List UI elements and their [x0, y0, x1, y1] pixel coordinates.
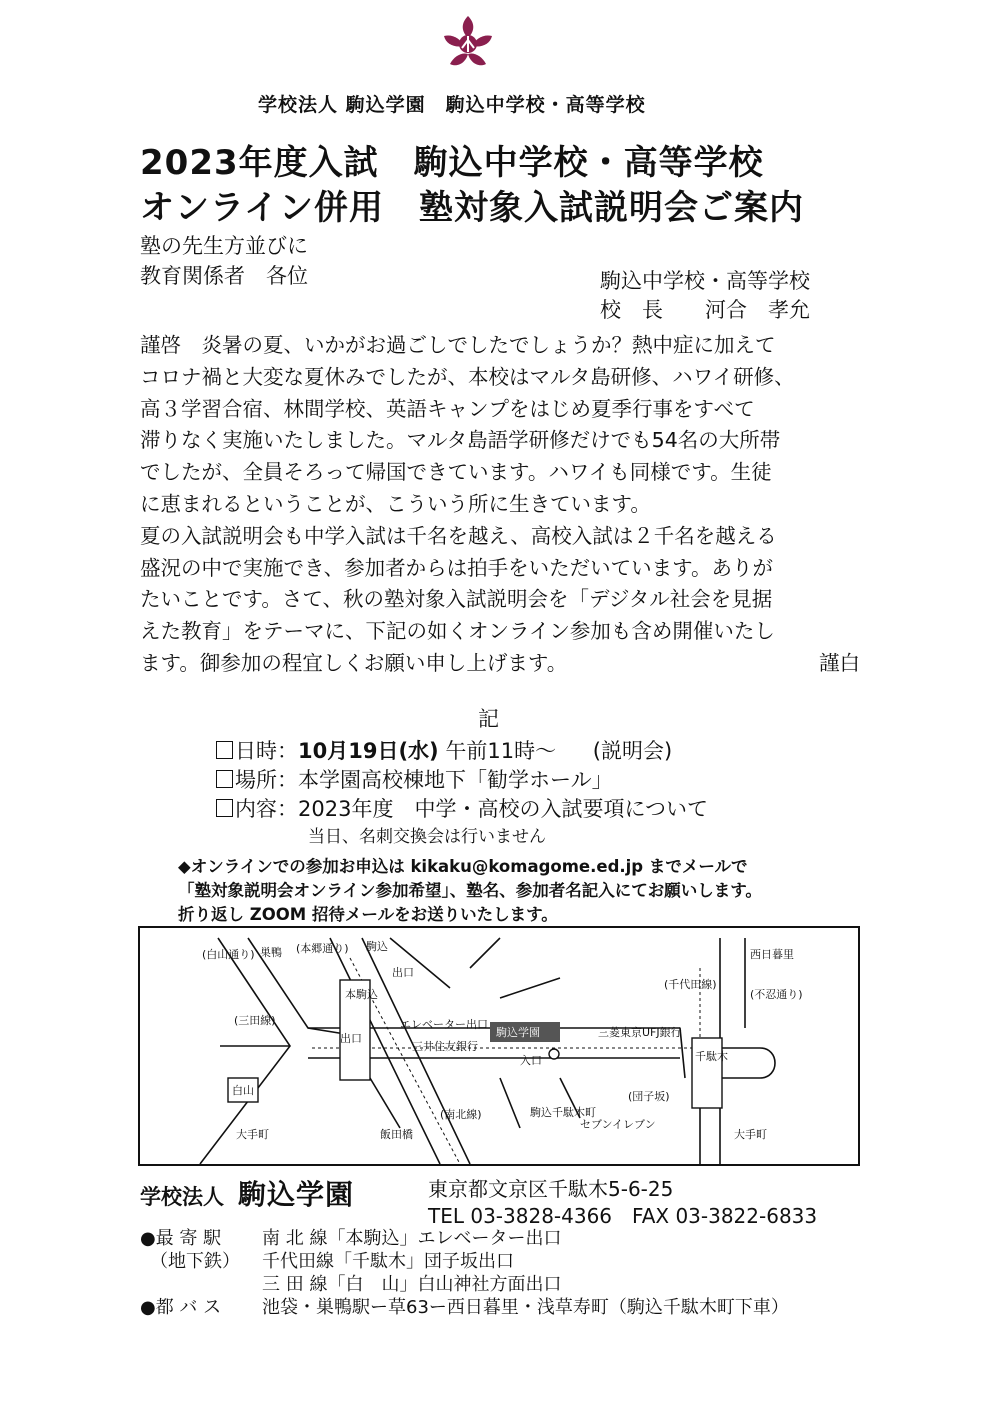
title-line-1: 2023年度入試 駒込中学校・高等学校 — [140, 143, 764, 183]
online-line-3: 折り返し ZOOM 招待メールをお送りいたします。 — [178, 905, 558, 924]
sender-principal: 校 長 河合 孝允 — [600, 298, 810, 322]
title-line-2: オンライン併用 塾対象入試説明会ご案内 — [140, 188, 804, 228]
content-value: 2023年度 中学・高校の入試要項について — [298, 797, 709, 821]
closing-word: 謹白 — [819, 650, 860, 675]
ki-heading: 記 — [478, 707, 499, 731]
map-label: (三田線) — [234, 1014, 276, 1027]
bus-route: 池袋・巣鴨駅ー草63ー西日暮里・浅草寿町（駒込千駄木町下車） — [262, 1297, 789, 1318]
map-label: 巣鴨 — [260, 946, 282, 959]
sender-school: 駒込中学校・高等学校 — [600, 269, 810, 293]
online-line-1: ◆オンラインでの参加お申込は kikaku@komagome.ed.jp までメールで — [178, 857, 748, 876]
body-line: 盛況の中で実施でき、参加者からは拍手をいただいています。ありが — [140, 555, 774, 580]
map-label: 三井住友銀行 — [412, 1040, 478, 1053]
map-label: (本郷通り) — [296, 942, 349, 955]
map-label: 入口 — [520, 1054, 542, 1067]
checkbox-square-icon — [216, 799, 233, 817]
map-label: 大手町 — [236, 1128, 269, 1141]
map-label: 駒込千駄木町 — [530, 1106, 596, 1119]
map-label: (南北線) — [440, 1108, 482, 1121]
checkbox-square-icon — [216, 770, 233, 788]
map-label: (不忍通り) — [750, 988, 803, 1001]
detail-place — [216, 764, 613, 794]
map-label: (団子坂) — [628, 1090, 670, 1103]
body-line: 夏の入試説明会も中学入試は千名を越え、高校入試は２千名を越える — [140, 523, 777, 548]
footer-address: 東京都文京区千駄木5-6-25 — [428, 1177, 674, 1201]
footer-name: 駒込学園 — [238, 1178, 355, 1211]
body-line: 滞りなく実施いたしました。マルタ島語学研修だけでも54名の大所帯 — [140, 428, 781, 453]
map-label: エレベーター出口 — [400, 1018, 488, 1031]
map-label: 本駒込 — [345, 988, 378, 1001]
footer-tel-fax: TEL 03-3828-4366 FAX 03-3822-6833 — [428, 1204, 818, 1228]
checkbox-square-icon — [216, 741, 233, 759]
station-sub-label: （地下鉄） — [150, 1251, 240, 1272]
station-line-3: 三 田 線「白 山」白山神社方面出口 — [262, 1274, 562, 1295]
date-note: (説明会) — [592, 739, 673, 763]
map-label: 千駄木 — [695, 1050, 728, 1063]
footer-corp: 学校法人 — [140, 1185, 224, 1209]
map-drawing — [140, 928, 858, 1164]
place-label: 場所： — [235, 768, 298, 792]
footer-school-name — [140, 1173, 354, 1213]
map-label: 三菱東京UFJ銀行 — [598, 1026, 682, 1039]
online-line-2: 「塾対象説明会オンライン参加希望」、塾名、参加者名記入にてお願いします。 — [178, 881, 762, 900]
station-label: ●最 寄 駅 — [140, 1228, 222, 1249]
detail-date — [216, 735, 672, 765]
map-label: セブンイレブン — [580, 1118, 656, 1131]
place-value: 本学園高校棟地下「勧学ホール」 — [298, 768, 613, 792]
station-box-sendagi — [692, 1038, 722, 1108]
map-label: 飯田橋 — [380, 1128, 413, 1141]
body-line: でしたが、全員そろって帰国できています。ハワイも同様です。生徒 — [140, 460, 772, 485]
station-line-1: 南 北 線「本駒込」エレベーター出口 — [262, 1228, 562, 1249]
addressee-line-2: 教育関係者 各位 — [140, 264, 308, 288]
school-header: 学校法人 駒込学園 駒込中学校・高等学校 — [258, 94, 646, 116]
body-line: コロナ禍と大変な夏休みでしたが、本校はマルタ島研修、ハワイ研修、 — [140, 364, 795, 389]
body-line: 謹啓 炎暑の夏、いかがお過ごしでしたでしょうか？熱中症に加えて — [140, 333, 776, 357]
school-crest-icon — [440, 14, 496, 70]
date-label: 日時： — [235, 739, 298, 763]
map-label: 駒込学園 — [496, 1026, 540, 1039]
access-map — [138, 926, 860, 1166]
body-line: 高３学習合宿、林間学校、英語キャンプをはじめ夏季行事をすべて — [140, 396, 755, 421]
bus-stop-icon — [549, 1049, 559, 1059]
map-label: 出口 — [340, 1032, 362, 1045]
body-line: に恵まれるということが、こういう所に生きています。 — [140, 491, 651, 516]
detail-note: 当日、名刺交換会は行いません — [308, 827, 546, 847]
letter-body — [140, 330, 860, 680]
date-value: 10月19日(水) — [298, 739, 439, 763]
date-time: 午前11時～ — [445, 739, 557, 763]
map-label: 西日暮里 — [750, 948, 794, 961]
station-line-2: 千代田線「千駄木」団子坂出口 — [262, 1251, 514, 1272]
body-line: たいことです。さて、秋の塾対象入試説明会を「デジタル社会を見据 — [140, 587, 773, 612]
body-line: ます。御参加の程宜しくお願い申し上げます。 — [140, 650, 568, 675]
map-label: (千代田線) — [664, 978, 717, 991]
content-label: 内容： — [235, 797, 298, 821]
map-label: (白山通り) — [202, 948, 255, 961]
bus-label: ●都 バ ス — [140, 1297, 222, 1318]
map-label: 出口 — [392, 966, 414, 979]
map-label: 白山 — [232, 1084, 254, 1097]
map-label: 大手町 — [734, 1128, 767, 1141]
addressee-line-1: 塾の先生方並びに — [140, 234, 308, 258]
map-label: 駒込 — [366, 940, 388, 953]
detail-content — [216, 793, 708, 823]
body-line: えた教育」をテーマに、下記の如くオンライン参加も含め開催いたし — [140, 619, 775, 644]
